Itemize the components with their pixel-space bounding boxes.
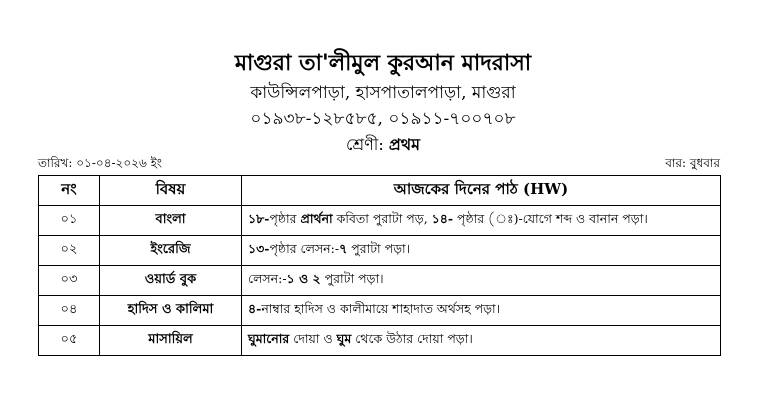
lesson-segment: দোয়া ও xyxy=(289,330,337,346)
homework-table xyxy=(38,175,721,356)
row-lesson xyxy=(242,326,721,356)
row-subject: বাংলা xyxy=(100,206,242,236)
table-row xyxy=(39,266,721,296)
lesson-bold-segment: ঘুমানোর xyxy=(248,330,290,346)
madrasa-address: কাউন্সিলপাড়া, হাসপাতালপাড়া, মাগুরা xyxy=(250,83,516,103)
table-row xyxy=(39,206,721,236)
header-subject: বিষয় xyxy=(100,176,242,206)
lesson-segment: কবিতা পুরাটা পড়, xyxy=(332,210,432,226)
madrasa-phone-numbers: ০১৯৩৮-১২৮৫৮৫, ০১৯১১-৭০০৭০৮ xyxy=(250,109,516,129)
lesson-segment: নাম্বার হাদিস ও কালীমায়ে শাহাদাত অর্থসহ পড়া। xyxy=(261,300,501,316)
table-header-row xyxy=(39,176,721,206)
lesson-bold-segment: ১ ও ২ xyxy=(286,270,321,286)
row-subject: মাসায়িল xyxy=(100,326,242,356)
lesson-bold-segment: ১৩- xyxy=(248,240,270,256)
lesson-bold-segment: প্রার্থনা xyxy=(300,210,333,226)
row-lesson xyxy=(242,266,721,296)
lesson-segment: থেকে উঠার দোয়া পড়া। xyxy=(351,330,473,346)
header-serial: নং xyxy=(39,176,100,206)
class-value: প্রথম xyxy=(388,135,421,154)
lesson-bold-segment: ১৪- xyxy=(431,210,454,226)
meta-row xyxy=(38,155,720,175)
lesson-segment: পৃষ্ঠার xyxy=(269,210,301,226)
lesson-bold-segment: ৭ xyxy=(339,240,348,256)
header-lesson: আজকের দিনের পাঠ (HW) xyxy=(242,176,721,206)
row-serial: ০২ xyxy=(39,236,100,266)
row-subject: ওয়ার্ড বুক xyxy=(100,266,242,296)
table-row xyxy=(39,296,721,326)
lesson-bold-segment: ১৮- xyxy=(248,210,270,226)
row-lesson xyxy=(242,296,721,326)
table-row xyxy=(39,236,721,266)
row-serial: ০৩ xyxy=(39,266,100,296)
madrasa-title: মাগুরা তা'লীমুল কুরআন মাদরাসা xyxy=(234,50,532,76)
table-row xyxy=(39,326,721,356)
row-subject: হাদিস ও কালিমা xyxy=(100,296,242,326)
row-subject: ইংরেজি xyxy=(100,236,242,266)
row-lesson xyxy=(242,236,721,266)
lesson-bold-segment: ঘুম xyxy=(336,330,352,346)
date-text: তারিখ: ০১-০৪-২০২৬ ইং xyxy=(38,156,162,170)
lesson-segment: লেসন:- xyxy=(248,270,287,286)
lesson-bold-segment: ৪- xyxy=(248,300,262,316)
row-serial: ০৫ xyxy=(39,326,100,356)
class-label: শ্রেণী: xyxy=(345,135,384,154)
row-serial: ০৪ xyxy=(39,296,100,326)
lesson-segment: পৃষ্ঠার লেসন:- xyxy=(269,240,340,256)
lesson-segment: পৃষ্ঠার (ঃ)-যোগে শব্দ ও বানান পড়া। xyxy=(453,210,648,226)
lesson-segment: পুরাটা পড়া। xyxy=(320,270,384,286)
row-lesson xyxy=(242,206,721,236)
row-serial: ০১ xyxy=(39,206,100,236)
lesson-segment: পুরাটা পড়া। xyxy=(347,240,411,256)
day-text: বার: বুধবার xyxy=(665,156,720,170)
